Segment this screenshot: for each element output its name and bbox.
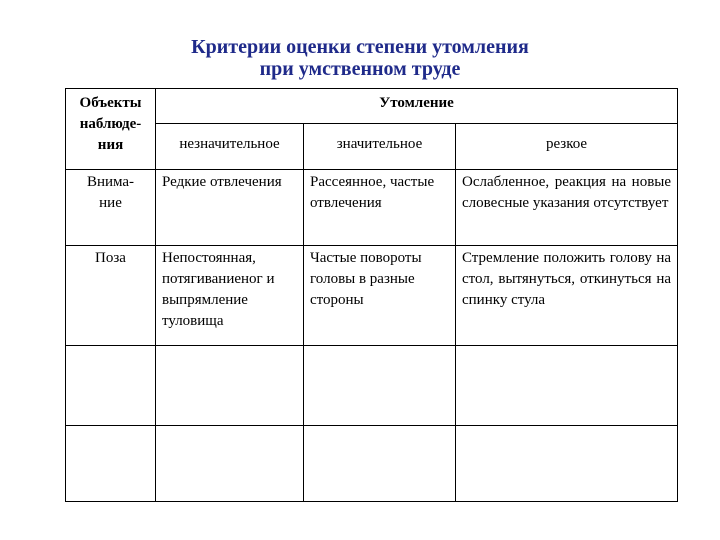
empty-cell: [66, 426, 156, 502]
table-row: [66, 170, 678, 246]
header-objects-line: наблюде-: [79, 116, 142, 132]
header-objects-line: ния: [97, 137, 124, 153]
slide-title: [0, 36, 720, 80]
table-cell: Непостоянная, потягиваниеног и выпрямление туловища: [156, 246, 304, 346]
subheader-significant: значительное: [304, 124, 456, 170]
title-line-2: при умственном труде: [259, 58, 461, 80]
row-object: Поза: [66, 246, 156, 346]
header-objects-line: Объекты: [79, 95, 142, 111]
header-row: [66, 89, 678, 124]
table-cell: Стремление положить голову на стол, вытянуться, откинуться на спинку стула: [456, 246, 678, 346]
empty-cell: [304, 346, 456, 426]
table-row: [66, 246, 678, 346]
row-object-line: Внима-: [86, 174, 135, 190]
table-cell: Рассеянное, частые отвлечения: [304, 170, 456, 246]
empty-cell: [66, 346, 156, 426]
empty-cell: [456, 426, 678, 502]
title-line-1: Критерии оценки степени утомления: [191, 36, 529, 58]
empty-row: [66, 346, 678, 426]
empty-cell: [156, 426, 304, 502]
empty-cell: [156, 346, 304, 426]
table-cell: Редкие отвлечения: [156, 170, 304, 246]
empty-row: [66, 426, 678, 502]
row-object-line: ние: [99, 195, 122, 211]
table-cell: Ослабленное, реакция на новые словесные указания отсутствует: [456, 170, 678, 246]
empty-cell: [456, 346, 678, 426]
subheader-severe: резкое: [456, 124, 678, 170]
table-cell: Частые повороты головы в разные стороны: [304, 246, 456, 346]
empty-cell: [304, 426, 456, 502]
criteria-table: [65, 88, 678, 502]
subheader-minor: незначительное: [156, 124, 304, 170]
row-object: [66, 170, 156, 246]
header-fatigue: Утомление: [156, 89, 678, 124]
subheader-row: [66, 124, 678, 170]
header-objects: [66, 89, 156, 170]
